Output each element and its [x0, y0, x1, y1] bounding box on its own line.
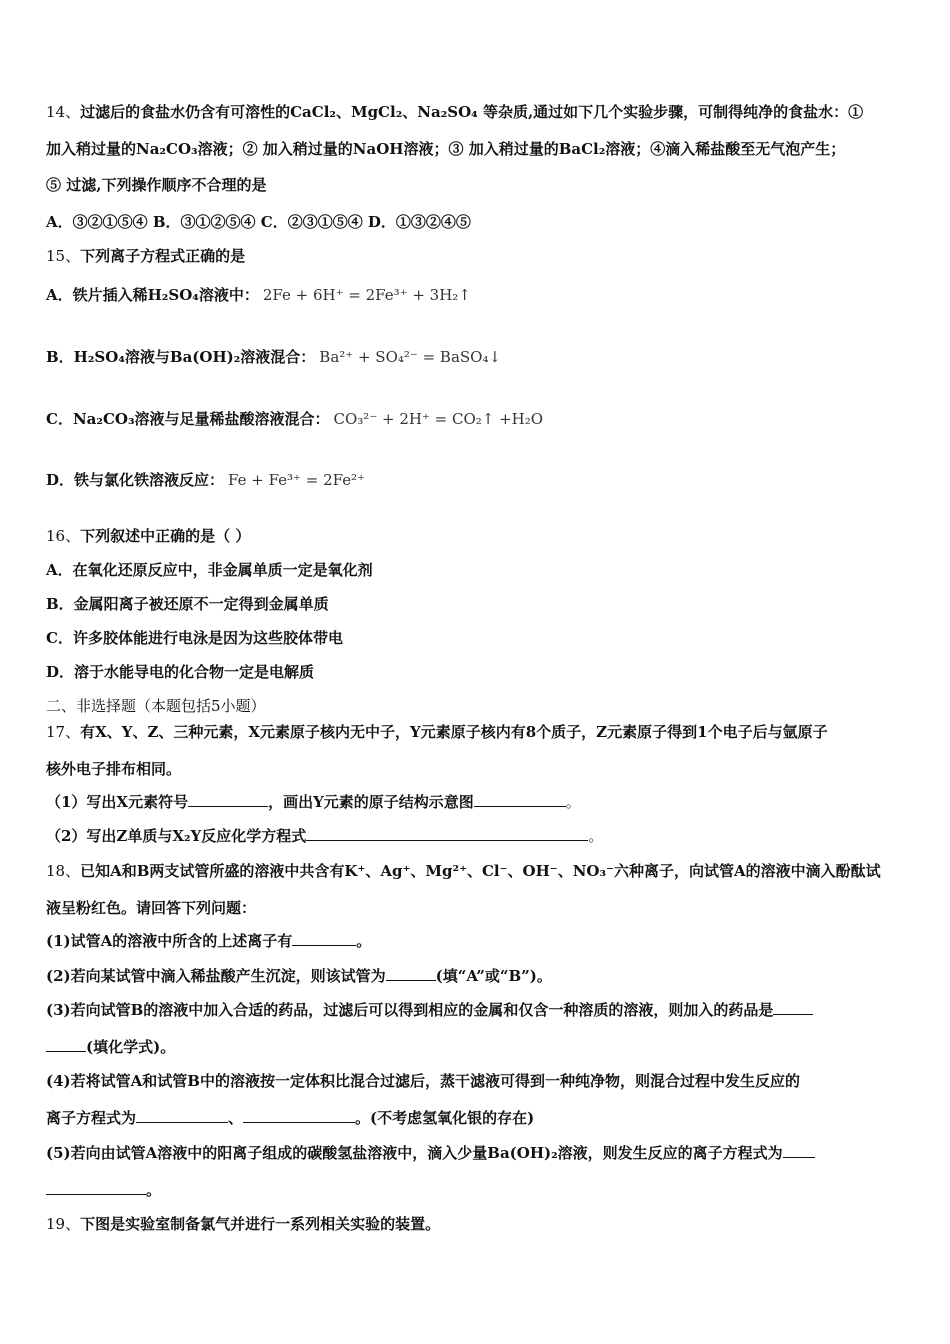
q17-number: 17、 — [46, 723, 81, 741]
q15-c-label: C．Na₂CO₃溶液与足量稀盐酸溶液混合： — [46, 410, 330, 428]
q18-p5-text: (5)若向由试管A溶液中的阳离子组成的碳酸氢盐溶液中，滴入少量Ba(OH)₂溶液，则发生反应的离子方程式为 — [46, 1144, 783, 1162]
q18-p2-text: (2)若向某试管中滴入稀盐酸产生沉淀，则该试管为 — [46, 967, 386, 985]
q16-option-a: A．在氧化还原反应中，非金属单质一定是氧化剂 — [46, 561, 373, 579]
q15-d-equation: Fe + Fe³⁺ = 2Fe²⁺ — [228, 471, 366, 489]
q18-part3 — [46, 1000, 813, 1020]
q17-p2-text: （2）写出Z单质与X₂Y反应化学方程式 — [46, 827, 307, 845]
q18-part1 — [46, 931, 371, 951]
q17-p1-end: 。 — [565, 793, 581, 811]
q18-p1-text: (1)试管A的溶液中所含的上述离子有 — [46, 932, 293, 950]
q18-p4-text: 离子方程式为 — [46, 1109, 137, 1127]
answer-blank[interactable] — [474, 792, 566, 807]
q18-line1 — [46, 861, 881, 881]
q16-option-d: D．溶于水能导电的化合物一定是电解质 — [46, 663, 315, 681]
answer-blank[interactable] — [188, 792, 268, 807]
q18-p3-end: (填化学式)。 — [86, 1038, 176, 1056]
q16-stem-line — [46, 526, 250, 546]
q19-number: 19、 — [46, 1215, 81, 1233]
answer-blank[interactable] — [136, 1108, 228, 1123]
answer-blank[interactable] — [46, 1037, 86, 1052]
q14-number: 14、 — [46, 103, 81, 121]
q17-p1-text: （1）写出X元素符号 — [46, 793, 189, 811]
q18-part4-cont — [46, 1108, 534, 1128]
q16-option-c: C．许多胶体能进行电泳是因为这些胶体带电 — [46, 629, 343, 647]
q17-p1-text2: ，画出Y元素的原子结构示意图 — [268, 793, 474, 811]
q18-p4-end: 。(不考虑氢氧化银的存在) — [355, 1109, 535, 1127]
q18-line2: 液呈粉红色。请回答下列问题： — [46, 899, 257, 917]
q14-line2: 加入稍过量的Na₂CO₃溶液；② 加入稍过量的NaOH溶液；③ 加入稍过量的BaCl₂溶液；④滴入稀盐酸至无气泡产生； — [46, 140, 846, 158]
q18-part3-cont — [46, 1037, 175, 1057]
q15-a-equation: 2Fe + 6H⁺ = 2Fe³⁺ + 3H₂↑ — [262, 286, 471, 304]
q15-option-a — [46, 285, 471, 305]
q15-c-equation: CO₃²⁻ + 2H⁺ = CO₂↑ +H₂O — [333, 410, 544, 428]
q18-p2-end: (填“A”或“B”)。 — [435, 967, 552, 985]
q17-part2 — [46, 826, 603, 846]
q18-p3-text: (3)若向试管B的溶液中加入合适的药品，过滤后可以得到相应的金属和仅含一种溶质的溶液，则加入的药品是 — [46, 1001, 774, 1019]
q19-stem: 下图是实验室制备氯气并进行一系列相关实验的装置。 — [80, 1215, 441, 1233]
q17-text1: 有X、Y、Z、三种元素，X元素原子核内无中子，Y元素原子核内有8个质子，Z元素原子得到1个电子后与氩原子 — [80, 723, 828, 741]
q15-stem-line — [46, 246, 245, 266]
q18-p5-end: 。 — [146, 1181, 162, 1199]
q18-part5 — [46, 1143, 815, 1163]
q14-text1: 过滤后的食盐水仍含有可溶性的CaCl₂、MgCl₂、Na₂SO₄ 等杂质,通过如下几个实验步骤，可制得纯净的食盐水：① — [80, 103, 864, 121]
answer-blank[interactable] — [783, 1143, 815, 1158]
q15-b-equation: Ba²⁺ + SO₄²⁻ = BaSO₄↓ — [319, 348, 502, 366]
q17-line2: 核外电子排布相同。 — [46, 760, 182, 778]
q16-number: 16、 — [46, 527, 81, 545]
q14-line1 — [46, 102, 863, 122]
section-heading: 二、非选择题（本题包括5小题） — [46, 697, 266, 715]
answer-blank[interactable] — [306, 826, 588, 841]
q16-option-b: B．金属阳离子被还原不一定得到金属单质 — [46, 595, 329, 613]
q14-line3: ⑤ 过滤,下列操作顺序不合理的是 — [46, 176, 267, 194]
answer-blank[interactable] — [243, 1108, 355, 1123]
q14-options: A．③②①⑤④ B．③①②⑤④ C．②③①⑤④ D．①③②④⑤ — [46, 213, 471, 231]
answer-blank[interactable] — [773, 1000, 813, 1015]
q18-number: 18、 — [46, 862, 81, 880]
answer-blank[interactable] — [46, 1180, 146, 1195]
q17-part1 — [46, 792, 581, 812]
answer-blank[interactable] — [386, 966, 436, 981]
answer-blank[interactable] — [292, 931, 356, 946]
q15-option-c — [46, 409, 543, 429]
q17-line1 — [46, 722, 828, 742]
q16-stem: 下列叙述中正确的是（ ） — [80, 527, 251, 545]
q18-part5-cont — [46, 1180, 161, 1200]
q18-part4: (4)若将试管A和试管B中的溶液按一定体积比混合过滤后，蒸干滤液可得到一种纯净物，则混合过程中发生反应的 — [46, 1072, 800, 1090]
q17-p2-end: 。 — [588, 827, 604, 845]
q19-line — [46, 1214, 440, 1234]
q15-a-label: A．铁片插入稀H₂SO₄溶液中： — [46, 286, 259, 304]
q18-part2 — [46, 966, 552, 986]
q18-text1: 已知A和B两支试管所盛的溶液中共含有K⁺、Ag⁺、Mg²⁺、Cl⁻、OH⁻、NO₃⁻六种离子，向试管A的溶液中滴入酚酞试 — [80, 862, 881, 880]
q15-option-d — [46, 470, 365, 490]
q15-option-b — [46, 347, 501, 367]
q15-b-label: B．H₂SO₄溶液与Ba(OH)₂溶液混合： — [46, 348, 316, 366]
q15-stem: 下列离子方程式正确的是 — [80, 247, 246, 265]
q15-number: 15、 — [46, 247, 81, 265]
q18-p4-sep: 、 — [228, 1109, 244, 1127]
q18-p1-end: 。 — [356, 932, 372, 950]
q15-d-label: D．铁与氯化铁溶液反应： — [46, 471, 225, 489]
